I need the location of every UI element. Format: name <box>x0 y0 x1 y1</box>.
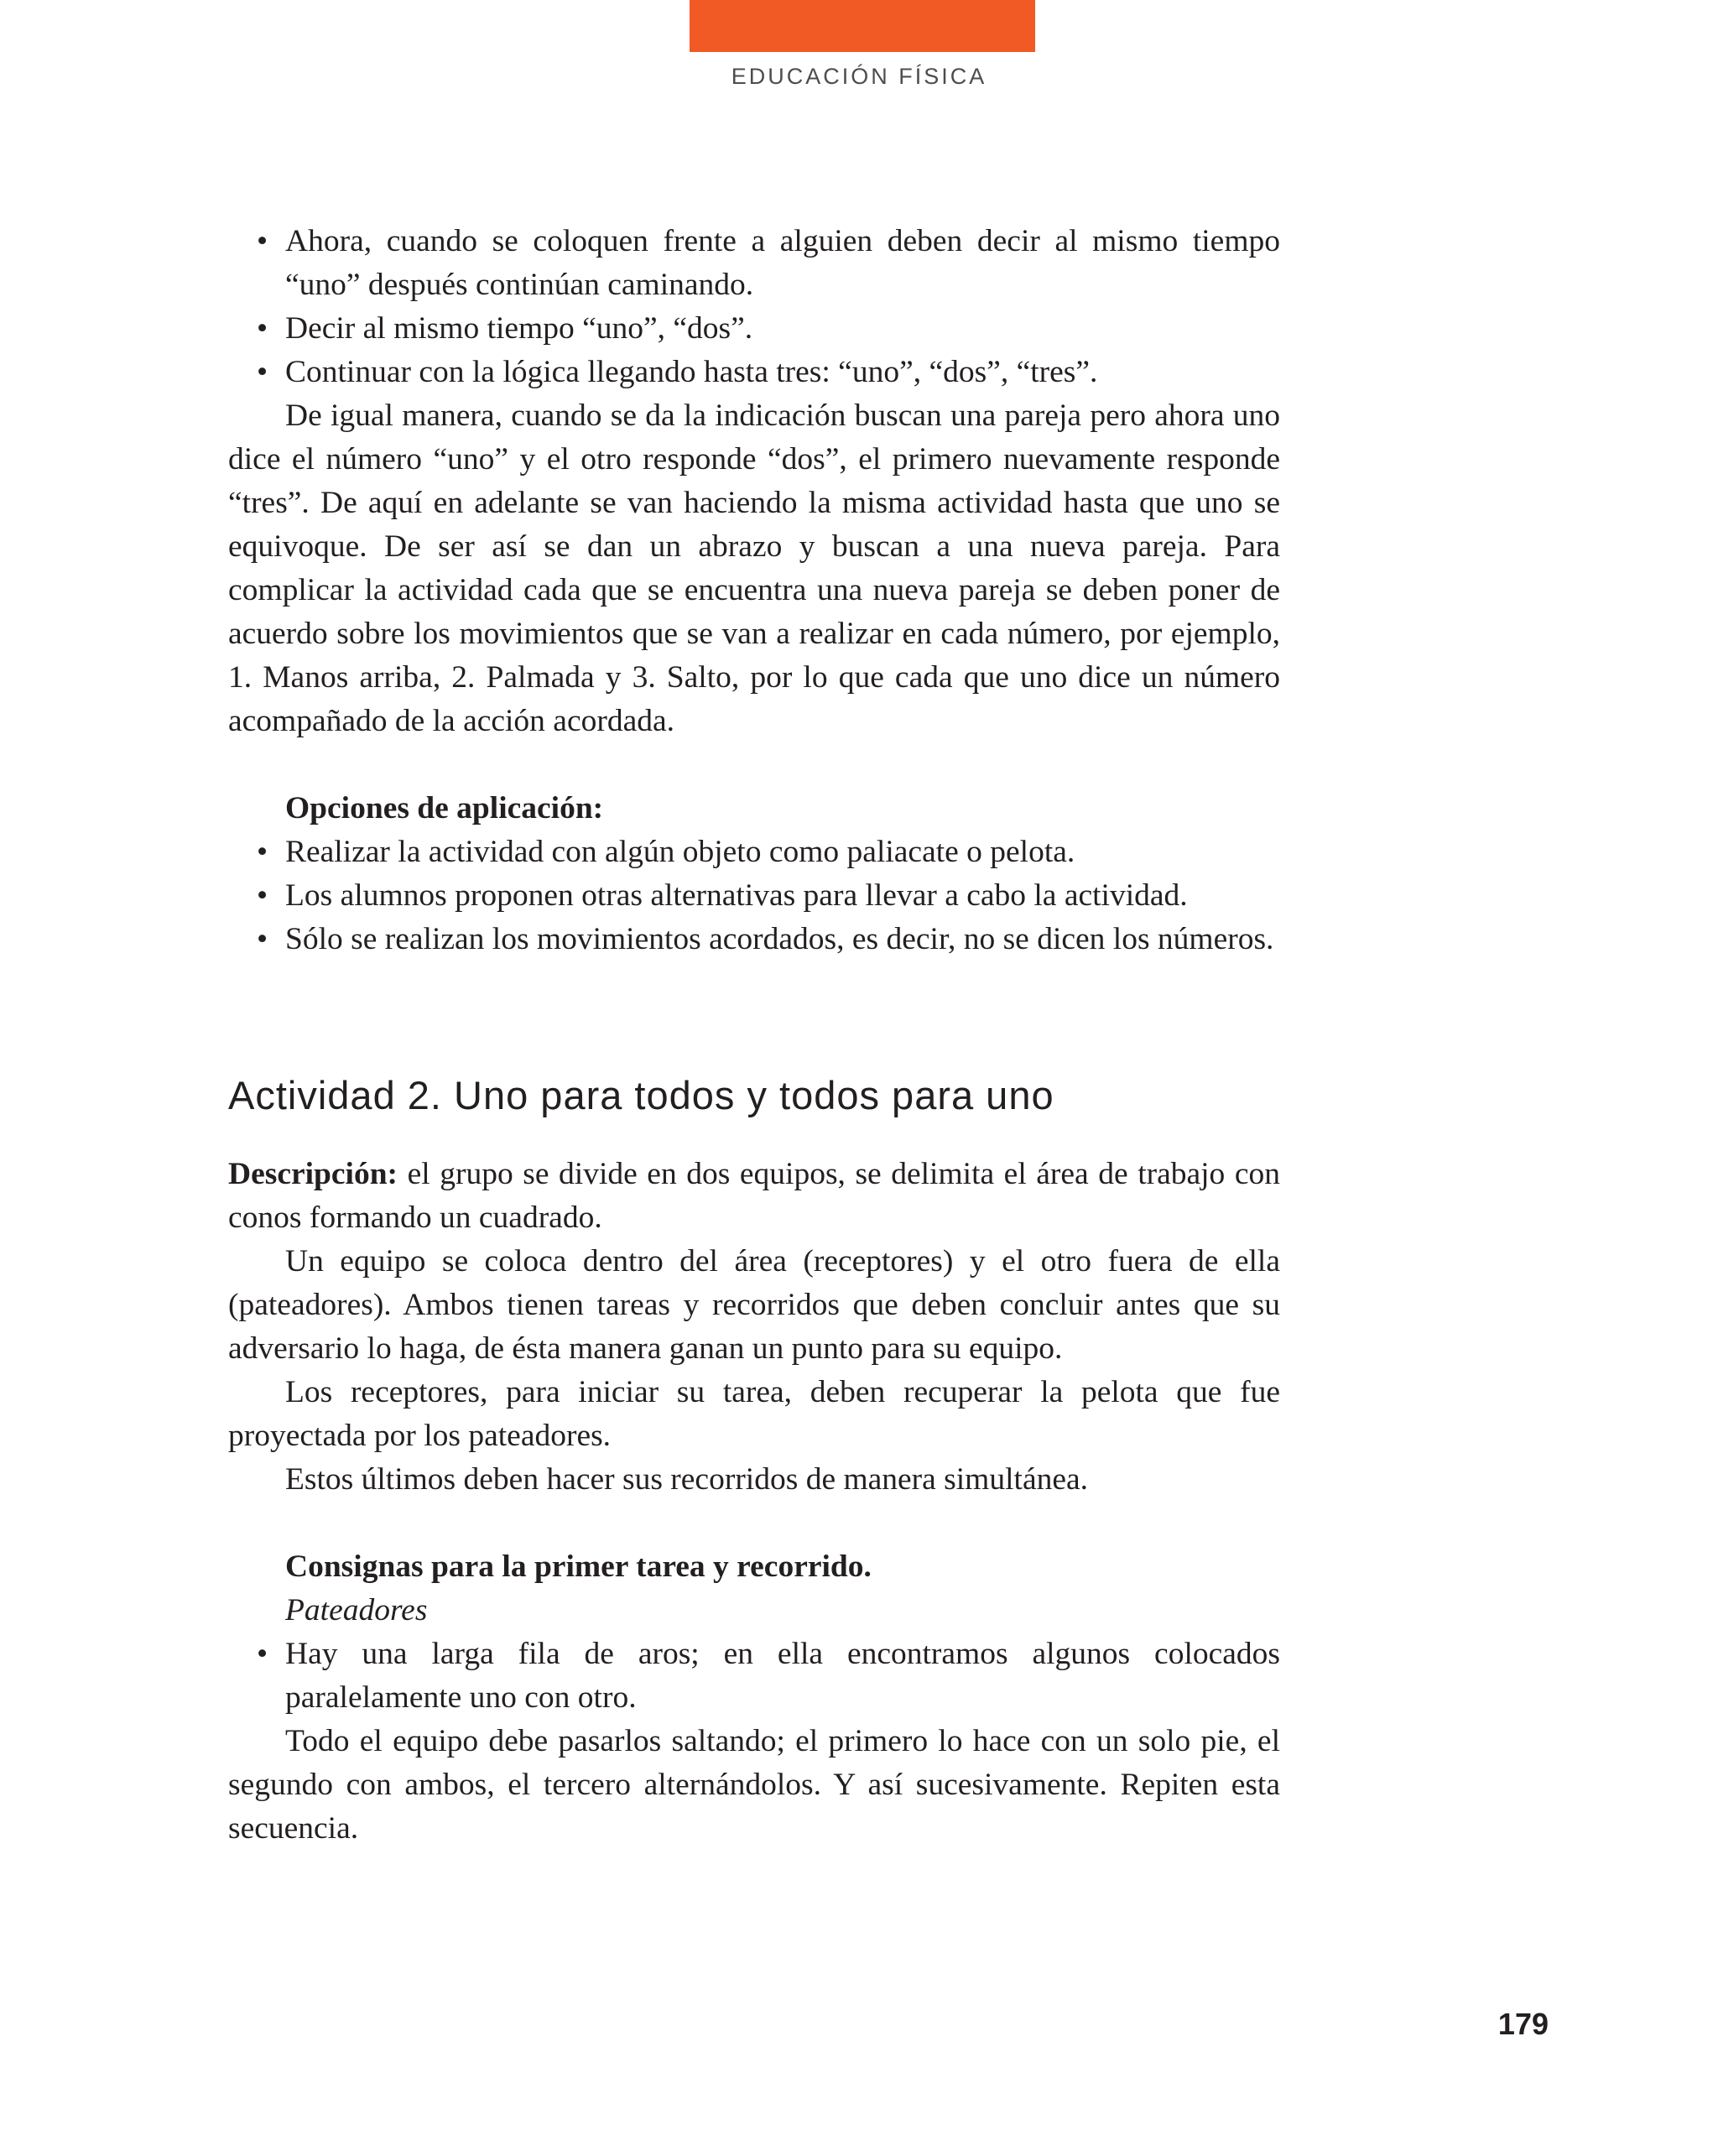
list-item <box>228 874 1280 918</box>
list-item-text: Realizar la actividad con algún objeto como paliacate o pelota. <box>285 835 1075 869</box>
list-item-text: Hay una larga fila de aros; en ella encontramos algunos colocados paralelamente uno con otro. <box>285 1637 1280 1715</box>
list-item <box>228 351 1280 394</box>
bullet-icon: • <box>257 878 268 913</box>
bullet-icon: • <box>257 1637 268 1671</box>
body-paragraph: Los receptores, para iniciar su tarea, deben recuperar la pelota que fue proyectada por los pateadores. <box>228 1375 1280 1453</box>
running-header: EDUCACIÓN FÍSICA <box>731 64 987 89</box>
body-paragraph: Todo el equipo debe pasarlos saltando; el primero lo hace con un solo pie, el segundo con ambos, el tercero alternándolos. Y así sucesivamente. Repiten esta secuencia. <box>228 1724 1280 1846</box>
consignas-heading: Consignas para la primer tarea y recorrido. <box>285 1549 872 1584</box>
list-item <box>228 831 1280 874</box>
bullet-icon: • <box>257 922 268 956</box>
list-item-text: Sólo se realizan los movimientos acordados, es decir, no se dicen los números. <box>285 922 1274 956</box>
bullet-icon: • <box>257 224 268 258</box>
pateadores-list <box>228 1633 1280 1720</box>
description-text: el grupo se divide en dos equipos, se delimita el área de trabajo con conos formando un cuadrado. <box>228 1157 1280 1235</box>
list-item <box>228 918 1280 961</box>
list-item-text: Continuar con la lógica llegando hasta tres: “uno”, “dos”, “tres”. <box>285 355 1098 389</box>
body-paragraph: Estos últimos deben hacer sus recorridos de manera simultánea. <box>285 1462 1089 1497</box>
bullet-list <box>228 220 1280 394</box>
header-accent-tab <box>690 0 1035 52</box>
page-number: 179 <box>1497 2007 1549 2041</box>
list-item-text: Decir al mismo tiempo “uno”, “dos”. <box>285 311 753 346</box>
description-label: Descripción: <box>228 1157 398 1191</box>
options-heading: Opciones de aplicación: <box>285 791 604 825</box>
options-list <box>228 831 1280 961</box>
list-item <box>228 220 1280 307</box>
description-paragraph <box>228 1153 1280 1240</box>
section-title: Actividad 2. Uno para todos y todos para uno <box>228 1073 1054 1117</box>
list-item <box>228 307 1280 351</box>
bullet-icon: • <box>257 835 268 869</box>
list-item <box>228 1633 1280 1720</box>
bullet-icon: • <box>257 355 268 389</box>
list-item-text: Ahora, cuando se coloquen frente a alguien deben decir al mismo tiempo “uno” después continúan caminando. <box>285 224 1280 302</box>
page-body <box>228 220 1280 1851</box>
body-paragraph: Un equipo se coloca dentro del área (receptores) y el otro fuera de ella (pateadores). Ambos tienen tareas y recorridos que deben concluir antes que su adversario lo haga, de ésta manera ganan un punto para su equipo. <box>228 1244 1280 1366</box>
pateadores-label: Pateadores <box>285 1593 428 1627</box>
bullet-icon: • <box>257 311 268 346</box>
body-paragraph: De igual manera, cuando se da la indicación buscan una pareja pero ahora uno dice el número “uno” y el otro responde “dos”, el primero nuevamente responde “tres”. De aquí en adelante se van haciendo la misma actividad hasta que uno se equivoque. De ser así se dan un abrazo y buscan a una nueva pareja. Para complicar la actividad cada que se encuentra una nueva pareja se deben poner de acuerdo sobre los movimientos que se van a realizar en cada número, por ejemplo, 1. Manos arriba, 2. Palmada y 3. Salto, por lo que cada que uno dice un número acompañado de la acción acordada. <box>228 398 1280 738</box>
list-item-text: Los alumnos proponen otras alternativas para llevar a cabo la actividad. <box>285 878 1188 913</box>
